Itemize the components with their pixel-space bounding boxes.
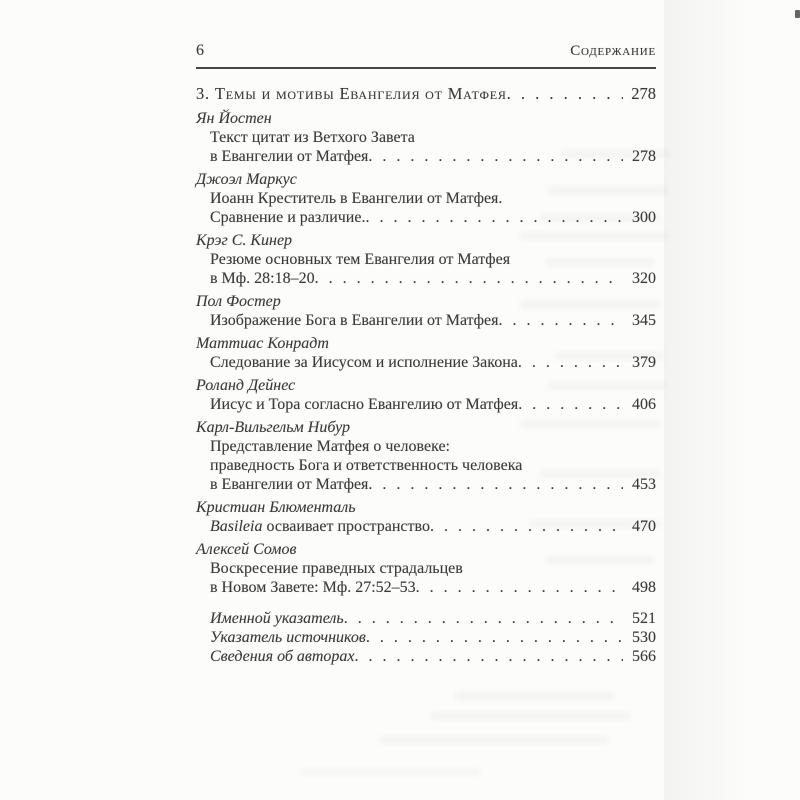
entry-line	[196, 517, 656, 536]
entry-author-line	[196, 540, 656, 559]
toc-entry	[196, 540, 656, 597]
entry-page-number: 406	[632, 396, 656, 413]
entry-line	[196, 189, 656, 208]
entry-title-line: Текст цитат из Ветхого Завета	[210, 129, 415, 146]
back-matter-page-number: 521	[632, 610, 656, 627]
entry-page-number: 278	[632, 148, 656, 165]
entry-author-line	[196, 170, 656, 189]
dot-leader	[368, 147, 623, 166]
entry-page-number: 498	[632, 579, 656, 596]
entry-author-line	[196, 376, 656, 395]
toc-entry	[196, 170, 656, 227]
toc-entry	[196, 109, 656, 166]
entry-author: Кристиан Блюменталь	[196, 499, 356, 516]
entry-title-text: осваивает пространство	[262, 518, 430, 535]
toc-entry	[196, 334, 656, 372]
toc-entry	[196, 292, 656, 330]
entry-title-line: в Евангелии от Матфея	[210, 148, 369, 165]
entry-author: Карл-Вильгельм Нибур	[196, 419, 351, 436]
dot-leader	[498, 311, 623, 330]
dot-leader	[416, 578, 623, 597]
dot-leader	[315, 269, 623, 288]
entry-line	[196, 437, 656, 456]
page-edge-shadow	[664, 0, 748, 800]
dot-leader	[507, 84, 623, 103]
entry-title-line	[210, 517, 430, 536]
entry-line	[196, 269, 656, 288]
show-through-artifact	[430, 712, 630, 720]
entry-title-line: Воскресение праведных страдальцев	[210, 560, 463, 577]
dot-leader	[355, 647, 623, 666]
entry-line	[196, 559, 656, 578]
toc-section-heading	[196, 84, 656, 103]
toc-entry	[196, 418, 656, 494]
entry-line	[196, 250, 656, 269]
page-number: 6	[196, 42, 204, 59]
entry-author: Джоэл Маркус	[196, 171, 297, 188]
show-through-artifact	[380, 736, 608, 744]
back-matter-label: Указатель источников	[210, 629, 366, 646]
italic-term: Basileia	[210, 518, 263, 535]
entry-page-number: 345	[632, 312, 656, 329]
dot-leader	[430, 517, 623, 536]
entry-author: Пол Фостер	[196, 293, 281, 310]
toc-entry	[196, 231, 656, 288]
entry-title-line: праведность Бога и ответственность человека	[210, 457, 523, 474]
running-header	[196, 42, 656, 69]
show-through-artifact	[300, 768, 480, 776]
entry-title-line: Сравнение и различие.	[210, 209, 366, 226]
running-head-title: Содержание	[570, 43, 656, 59]
dot-leader	[365, 208, 623, 227]
section-label: 3. Темы и мотивы Евангелия от Матфея	[196, 84, 507, 103]
dot-leader	[518, 353, 623, 372]
entry-title-line: в Новом Завете: Мф. 27:52–53	[210, 579, 416, 596]
dot-leader	[366, 628, 623, 647]
entry-title-line: в Мф. 28:18–20	[210, 270, 315, 287]
entry-author-line	[196, 292, 656, 311]
entry-author-line	[196, 334, 656, 353]
entry-line	[196, 395, 656, 414]
dot-leader	[368, 475, 623, 494]
dot-leader	[518, 395, 623, 414]
entry-title-line: Следование за Иисусом и исполнение Закона	[210, 354, 518, 371]
entry-author-line	[196, 231, 656, 250]
page-content	[196, 42, 656, 666]
back-matter-line	[196, 647, 656, 666]
back-matter	[196, 609, 656, 666]
entry-line	[196, 578, 656, 597]
entry-page-number: 379	[632, 354, 656, 371]
entry-title-line: Иисус и Тора согласно Евангелию от Матфея	[210, 396, 519, 413]
toc-entry	[196, 498, 656, 536]
entry-title-line: в Евангелии от Матфея	[210, 476, 369, 493]
entry-page-number: 453	[632, 476, 656, 493]
entry-page-number: 470	[632, 518, 656, 535]
entry-author-line	[196, 498, 656, 517]
photo-artifact-speck	[795, 10, 800, 18]
dot-leader	[344, 609, 623, 628]
entry-author: Маттиас Конрадт	[196, 335, 329, 352]
entry-author-line	[196, 109, 656, 128]
back-matter-label: Именной указатель	[210, 610, 344, 627]
section-page-number: 278	[631, 84, 656, 103]
entry-author: Ян Йостен	[196, 110, 272, 127]
entry-author: Крэг С. Кинер	[196, 232, 293, 249]
show-through-artifact	[455, 692, 615, 700]
entry-line	[196, 353, 656, 372]
entry-line	[196, 311, 656, 330]
back-matter-line	[196, 609, 656, 628]
entry-author-line	[196, 418, 656, 437]
table-of-contents	[196, 84, 656, 666]
back-matter-line	[196, 628, 656, 647]
entry-title-line: Представление Матфея о человеке:	[210, 438, 450, 455]
back-matter-page-number: 530	[632, 629, 656, 646]
entry-title-line: Резюме основных тем Евангелия от Матфея	[210, 251, 511, 268]
entry-line	[196, 147, 656, 166]
entry-line	[196, 456, 656, 475]
entry-line	[196, 208, 656, 227]
entry-page-number: 300	[632, 209, 656, 226]
back-matter-page-number: 566	[632, 648, 656, 665]
toc-entry	[196, 376, 656, 414]
entry-page-number: 320	[632, 270, 656, 287]
entry-author: Алексей Сомов	[196, 541, 297, 558]
entry-title-line: Иоанн Креститель в Евангелии от Матфея.	[210, 190, 503, 207]
entry-title-line: Изображение Бога в Евангелии от Матфея	[210, 312, 499, 329]
entry-line	[196, 475, 656, 494]
entry-author: Роланд Дейнес	[196, 377, 296, 394]
back-matter-label: Сведения об авторах	[210, 648, 355, 665]
entry-line	[196, 128, 656, 147]
